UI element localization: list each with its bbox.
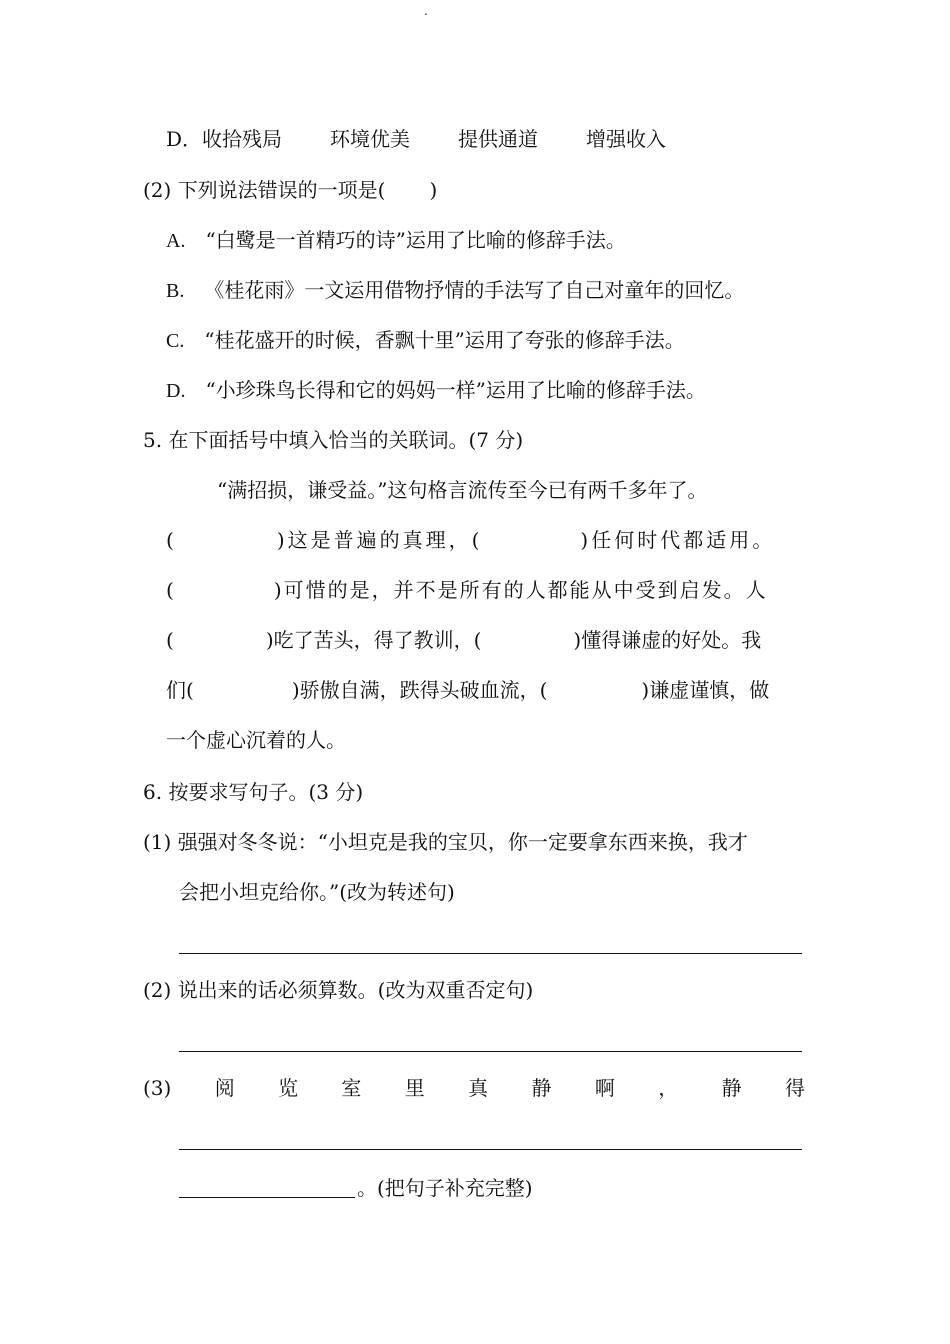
- answer-line-3[interactable]: [179, 1149, 802, 1150]
- question-5-para-1: “满招损，谦受益。”这句格言流传至今已有两千多年了。: [217, 478, 708, 502]
- stem-text: (2) 下列说法错误的一项是(: [143, 178, 386, 202]
- question-5-title: 5. 在下面括号中填入恰当的关联词。(7 分): [143, 428, 524, 452]
- q6-3-char: 阅: [214, 1076, 235, 1100]
- stem-end: ): [429, 178, 438, 202]
- option-b: [166, 276, 744, 305]
- l4-text-end: )懂得谦虚的好处。我: [573, 628, 762, 652]
- question-6-1-line-1: (1) 强强对冬冬说：“小坦克是我的宝贝，你一定要拿东西来换，我才: [143, 830, 748, 854]
- question-6-3: [143, 1074, 805, 1102]
- q6-3-char: 啊: [594, 1076, 615, 1100]
- option-d-text: “小珍珠鸟长得和它的妈妈一样”运用了比喻的修辞手法。: [205, 378, 706, 402]
- blank-open-1: (: [166, 528, 177, 552]
- option-a-text: “白鹭是一首精巧的诗”运用了比喻的修辞手法。: [205, 228, 626, 252]
- q6-3-char: 静: [721, 1076, 742, 1100]
- option-a: [166, 226, 626, 255]
- q6-3-char: 室: [341, 1076, 362, 1100]
- page-dot: .: [424, 4, 428, 18]
- question-5-line-5: [166, 676, 769, 704]
- option-d-word-4: 增强收入: [586, 127, 667, 151]
- option-c: [166, 326, 685, 355]
- answer-line-1[interactable]: [179, 953, 802, 954]
- l5-text-end: )谦虚谨慎，做: [641, 678, 770, 702]
- answer-line-4[interactable]: [179, 1197, 355, 1198]
- l2-text: )这是普遍的真理，(: [276, 528, 483, 552]
- option-d-label: D．: [166, 127, 203, 151]
- answer-line-2[interactable]: [179, 1051, 802, 1052]
- q6-3-char: 里: [404, 1076, 425, 1100]
- q6-3-char: 览: [278, 1076, 299, 1100]
- blank-open-3: (: [166, 578, 176, 602]
- blank-open-4: (: [166, 628, 174, 652]
- q6-3-char: 静: [531, 1076, 552, 1100]
- question-6-1-line-2: 会把小坦克给你。”(改为转述句): [179, 880, 455, 904]
- option-d-word-3: 提供通道: [458, 127, 539, 151]
- question-6-3-end: 。(把句子补充完整): [357, 1176, 533, 1200]
- option-d-label2: D.: [166, 380, 186, 402]
- option-b-label: B.: [166, 280, 185, 302]
- q6-3-label: (3): [143, 1076, 172, 1100]
- l2-text-end: )任何时代都适用。: [580, 528, 776, 552]
- question-5-line-3: [166, 576, 768, 604]
- l3-text: )可惜的是，并不是所有的人都能从中受到启发。人: [273, 578, 768, 602]
- q6-3-char: 得: [784, 1076, 805, 1100]
- option-c-label: C.: [166, 330, 185, 352]
- q6-3-char: 真: [468, 1076, 489, 1100]
- l5-start: 们(: [166, 678, 194, 702]
- question-5-line-2: [166, 526, 775, 554]
- question-5-line-6: 一个虚心沉着的人。: [166, 728, 346, 752]
- question-6-2: (2) 说出来的话必须算数。(改为双重否定句): [143, 978, 534, 1002]
- option-d-line: [166, 125, 666, 153]
- option-d: [166, 376, 706, 405]
- option-b-text: 《桂花雨》一文运用借物抒情的手法写了自己对童年的回忆。: [204, 278, 745, 302]
- option-c-text: “桂花盛开的时候，香飘十里”运用了夸张的修辞手法。: [204, 328, 685, 352]
- option-d-word-1: 收拾残局: [202, 127, 283, 151]
- q6-3-char: ，: [658, 1076, 679, 1100]
- question-5-line-4: [166, 626, 761, 654]
- l4-text: )吃了苦头，得了教训，(: [265, 628, 482, 652]
- option-d-word-2: 环境优美: [330, 127, 411, 151]
- question-6-title: 6. 按要求写句子。(3 分): [143, 780, 364, 804]
- l5-text: )骄傲自满，跌得头破血流，(: [291, 678, 548, 702]
- option-a-label: A.: [166, 230, 186, 252]
- question-4-2-stem: [143, 176, 437, 204]
